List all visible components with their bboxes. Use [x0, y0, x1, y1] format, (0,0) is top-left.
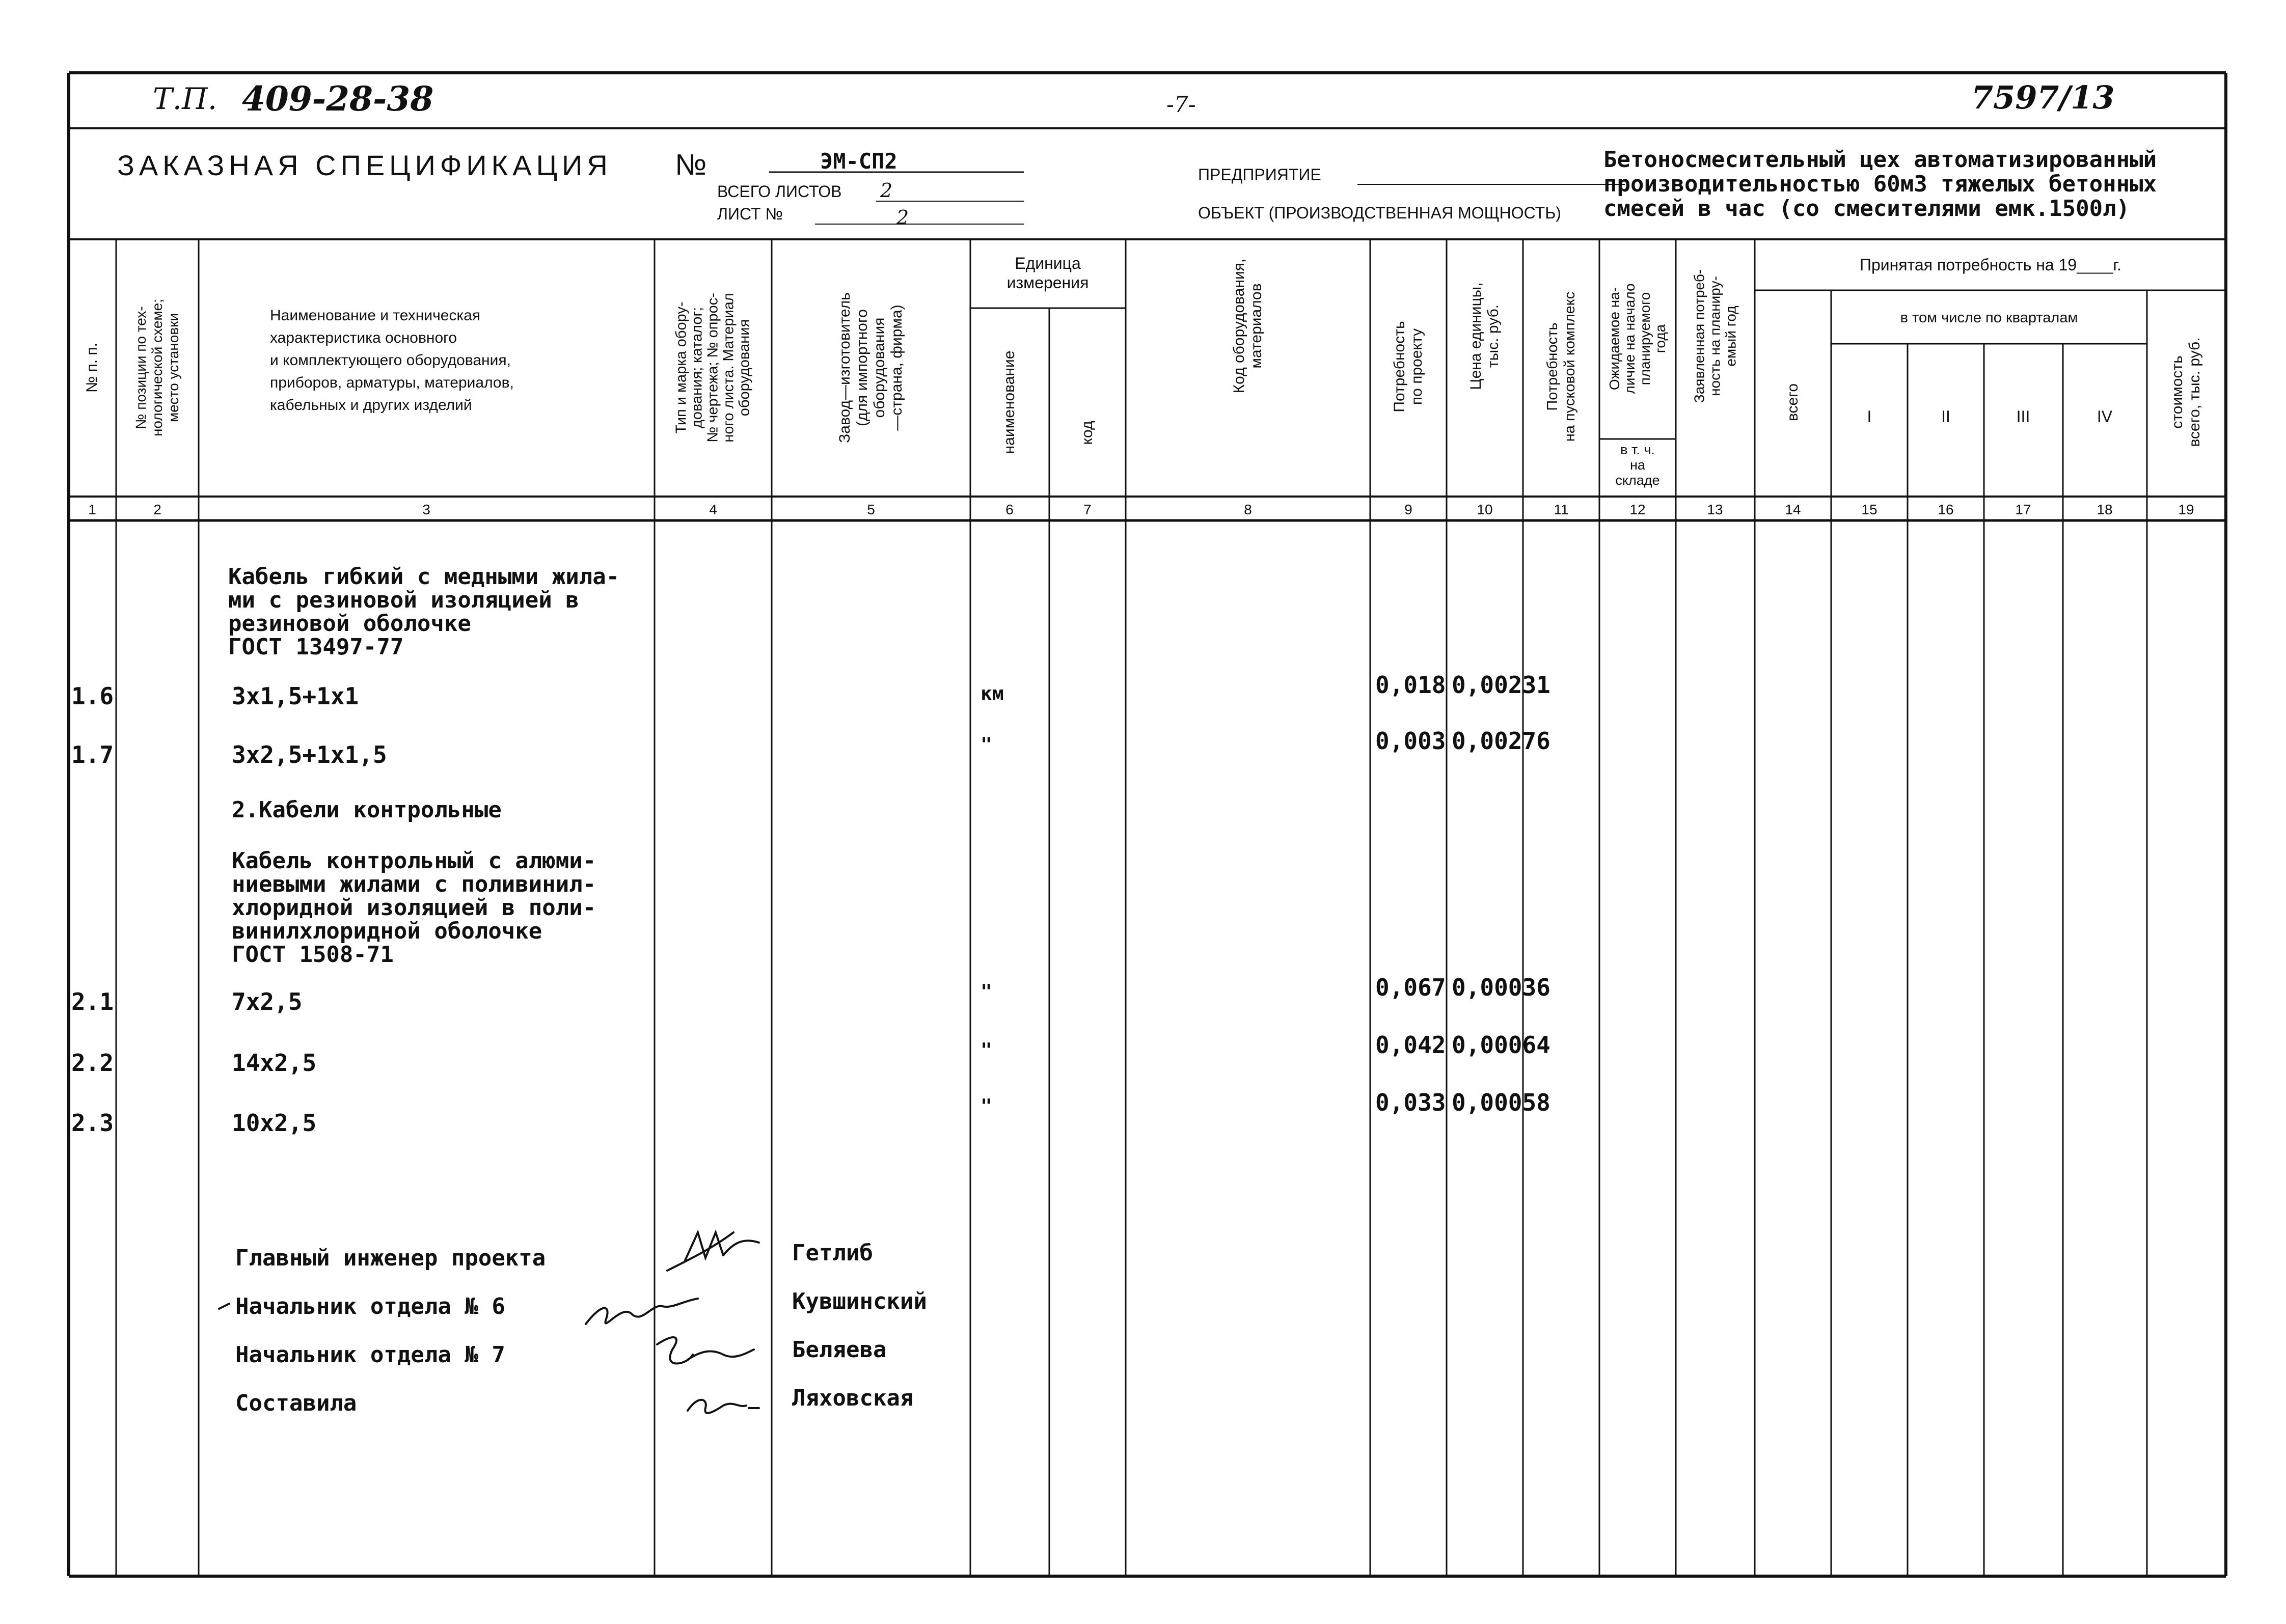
- col-number: 9: [1404, 502, 1412, 517]
- col-header-3: Наименование и техническая характеристика основного и комплектующего оборудования, приборов, арматуры, материалов, кабельных и других изделий: [270, 307, 514, 414]
- col-header-8: Код оборудования, материалов: [1231, 258, 1265, 394]
- accepted-header: Принятая потребность на 19____г.: [1859, 256, 2122, 274]
- row-price: 0,00231: [1452, 671, 1550, 699]
- col-header-16: II: [1941, 407, 1950, 426]
- row-need: 0,003: [1375, 727, 1446, 755]
- number-sign: №: [675, 148, 707, 181]
- section2-title: 2.Кабели контрольные: [232, 797, 502, 823]
- col-header-4: Тип и марка обору- дования; каталог; № чертежа; № опрос- ного листа. Материал оборудования: [673, 293, 753, 443]
- col-header-14: всего: [1784, 383, 1801, 422]
- spec-number: ЭМ-СП2: [820, 149, 897, 174]
- col-number: 13: [1707, 502, 1723, 517]
- tp-number: 409-28-38: [242, 79, 434, 119]
- col-header-18: IV: [2097, 407, 2113, 426]
- row-number: 2.1: [71, 988, 114, 1015]
- total-sheets-value: 2: [880, 179, 893, 202]
- col-number: 2: [153, 502, 161, 517]
- document-title: ЗАКАЗНАЯ СПЕЦИФИКАЦИЯ: [117, 149, 612, 181]
- col-header-17: III: [2016, 407, 2030, 426]
- sheet-label: ЛИСТ №: [717, 205, 783, 223]
- row-name: 10х2,5: [232, 1109, 317, 1137]
- signature-name: Гетлиб: [792, 1240, 873, 1266]
- col-header-12: Ожидаемое на- личие на начало планируемого года: [1607, 283, 1668, 394]
- col-number: 14: [1785, 502, 1801, 517]
- col-number: 11: [1554, 502, 1569, 517]
- signature-role: Составила: [235, 1390, 357, 1416]
- col-number: 5: [867, 502, 875, 517]
- row-need: 0,067: [1375, 974, 1446, 1001]
- row-unit: ": [981, 1039, 992, 1061]
- enterprise-label: ПРЕДПРИЯТИЕ: [1198, 166, 1321, 184]
- col-number: 7: [1083, 502, 1092, 517]
- object-label: ОБЪЕКТ (ПРОИЗВОДСТВЕННАЯ МОЩНОСТЬ): [1198, 204, 1561, 222]
- row-number: 2.2: [71, 1049, 114, 1077]
- sheet-code: 7597/13: [1971, 79, 2115, 116]
- row-need: 0,042: [1375, 1031, 1446, 1059]
- col-header-11: Потребность на пусковой комплекс: [1544, 291, 1578, 442]
- row-unit: ": [981, 1095, 992, 1117]
- signature-role: Начальник отдела № 7: [235, 1342, 505, 1368]
- col-number: 10: [1477, 502, 1493, 517]
- row-price: 0,00276: [1452, 727, 1550, 755]
- object-line: смесей в час (со смесителями емк.1500л): [1603, 196, 2130, 222]
- col-header-10: Цена единицы, тыс. руб.: [1467, 282, 1502, 390]
- unit-group-header: Единица измерения: [1006, 254, 1089, 292]
- page-marker: -7-: [1166, 92, 1196, 118]
- row-unit: км: [981, 682, 1004, 705]
- col-header-2: № позиции по тех- нологической схеме; место установки: [133, 298, 181, 437]
- col-number: 18: [2097, 502, 2113, 517]
- col-header-13: Заявленная потреб- ность на планиру- емый год: [1691, 269, 1739, 403]
- col-number: 15: [1861, 502, 1877, 517]
- sheet-number-value: 2: [896, 206, 909, 229]
- col-number: 17: [2015, 502, 2031, 517]
- row-name: 14х2,5: [232, 1049, 317, 1077]
- tp-label: Т.П.: [153, 81, 217, 116]
- row-name: 3х2,5+1х1,5: [232, 741, 387, 768]
- row-number: 2.3: [71, 1109, 114, 1137]
- row-number: 1.7: [71, 741, 114, 768]
- row-need: 0,033: [1375, 1089, 1446, 1116]
- signature-role: Начальник отдела № 6: [235, 1293, 505, 1319]
- col-header-9: Потребность по проекту: [1391, 321, 1425, 412]
- row-name: 3х1,5+1х1: [232, 682, 359, 710]
- col-header-7: код: [1079, 421, 1096, 445]
- row-need: 0,018: [1375, 671, 1446, 699]
- col-number: 16: [1938, 502, 1954, 517]
- signature-name: Ляховская: [792, 1385, 914, 1411]
- signature-role: Главный инженер проекта: [235, 1245, 546, 1271]
- section1-description: Кабель гибкий с медными жила- ми с резиновой изоляцией в резиновой оболочке ГОСТ 13497-77: [228, 564, 620, 660]
- row-price: 0,00064: [1452, 1031, 1550, 1059]
- quarters-header: в том числе по кварталам: [1900, 310, 2078, 326]
- col-number: 12: [1629, 502, 1646, 517]
- row-name: 7х2,5: [232, 988, 303, 1015]
- col-number: 8: [1244, 502, 1252, 517]
- col-header-12-sub: в т. ч. на складе: [1615, 442, 1660, 488]
- signature-name: Беляева: [792, 1337, 887, 1363]
- total-sheets-label: ВСЕГО ЛИСТОВ: [717, 182, 842, 201]
- object-line: производительностью 60м3 тяжелых бетонных: [1603, 171, 2157, 197]
- col-header-5: Завод—изготовитель (для импортного оборудования —страна, фирма): [836, 292, 905, 443]
- col-header-6: наименование: [1001, 350, 1018, 454]
- row-unit: ": [981, 980, 992, 1003]
- row-number: 1.6: [71, 682, 114, 710]
- col-header-1: № п. п.: [84, 343, 100, 393]
- col-number: 19: [2178, 502, 2194, 517]
- col-number: 6: [1005, 502, 1014, 517]
- row-unit: ": [981, 733, 992, 756]
- col-number: 4: [709, 502, 717, 517]
- signature-name: Кувшинский: [792, 1288, 927, 1314]
- col-header-15: I: [1867, 407, 1872, 426]
- section2-description: Кабель контрольный с алюми- ниевыми жилами с поливинил- хлоридной изоляцией в поли- винилхлоридной оболочке ГОСТ 1508-71: [232, 848, 596, 968]
- col-number: 1: [88, 502, 96, 517]
- object-line: Бетоносмесительный цех автоматизированный: [1603, 147, 2157, 173]
- col-number: 3: [422, 502, 430, 517]
- row-price: 0,00036: [1452, 974, 1550, 1001]
- col-header-19: стоимость всего, тыс. руб.: [2169, 337, 2203, 447]
- row-price: 0,00058: [1452, 1089, 1550, 1116]
